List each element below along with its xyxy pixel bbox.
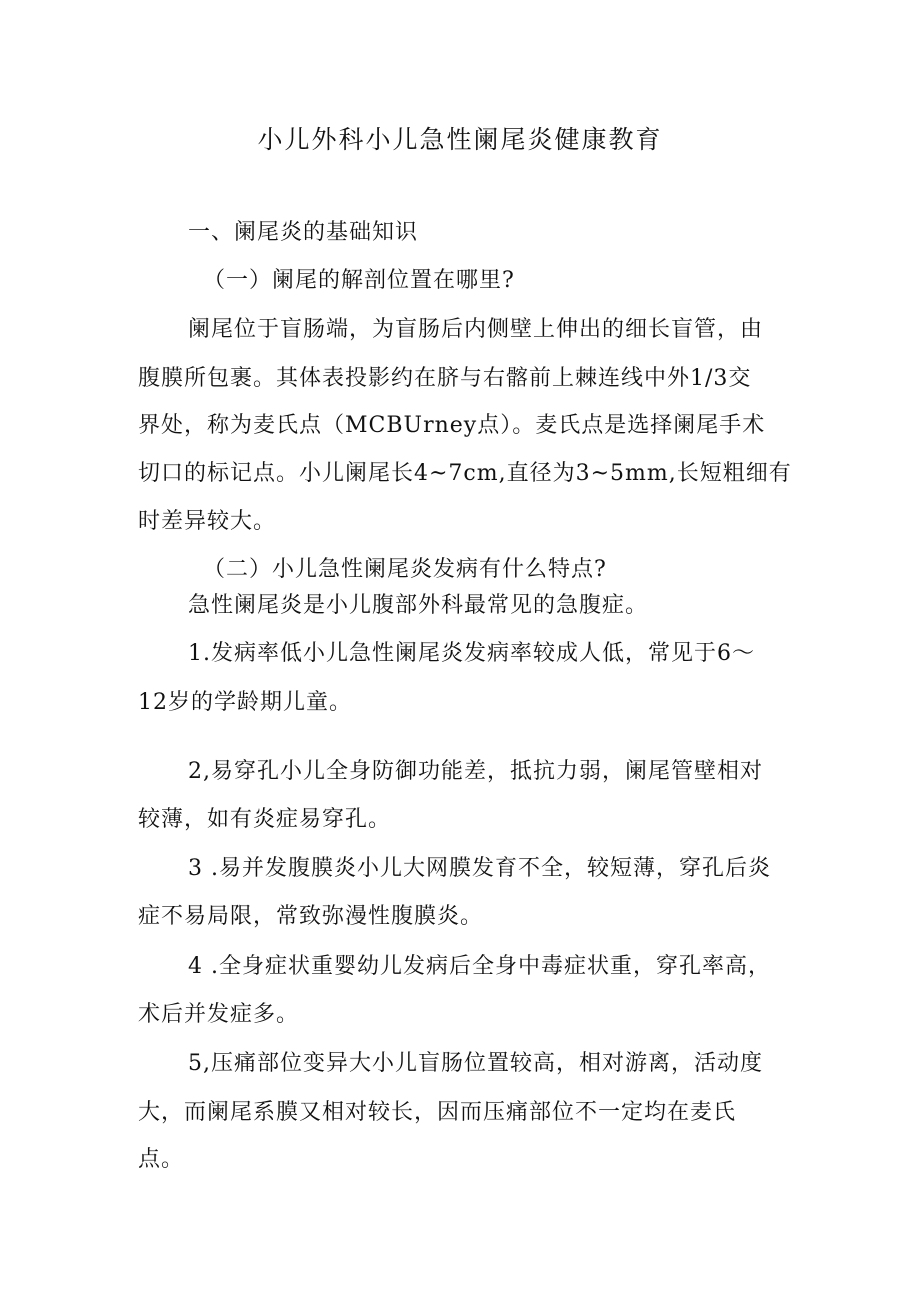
paragraph-line: 界处，称为麦氏点（MCBUrney点）。麦氏点是选择阑尾手术 bbox=[138, 413, 766, 438]
paragraph-line: 腹膜所包裹。其体表投影约在脐与右髂前上棘连线中外1/3交 bbox=[138, 366, 752, 391]
list-item-line: 较薄，如有炎症易穿孔。 bbox=[138, 807, 392, 832]
subsection-heading-features: （二）小儿急性阑尾炎发病有什么特点? bbox=[203, 557, 607, 582]
document-title: 小儿外科小儿急性阑尾炎健康教育 bbox=[257, 125, 663, 154]
paragraph-line: 时差异较大。 bbox=[138, 509, 277, 534]
list-item-line: 2,易穿孔小儿全身防御功能差，抵抗力弱，阑尾管壁相对 bbox=[188, 759, 763, 784]
paragraph-line: 切口的标记点。小儿阑尾长4~7cm,直径为3~5mm,长短粗细有 bbox=[138, 461, 792, 486]
list-item-line: 4 .全身症状重婴幼儿发病后全身中毒症状重，穿孔率高， bbox=[188, 954, 771, 979]
section-heading: 一、阑尾炎的基础知识 bbox=[188, 220, 419, 245]
list-item-line: 术后并发症多。 bbox=[138, 1002, 300, 1027]
list-item-line: 1.发病率低小儿急性阑尾炎发病率较成人低，常见于6～ bbox=[188, 641, 755, 666]
list-item-line: 大，而阑尾系膜又相对较长，因而压痛部位不一定均在麦氏 bbox=[138, 1100, 737, 1125]
paragraph-line: 阑尾位于盲肠端，为盲肠后内侧壁上伸出的细长盲管，由 bbox=[188, 317, 764, 342]
list-item-line: 点。 bbox=[138, 1147, 185, 1172]
list-item-line: 5,压痛部位变异大小儿盲肠位置较高，相对游离，活动度 bbox=[188, 1051, 763, 1076]
list-item-line: 3 .易并发腹膜炎小儿大网膜发育不全，较短薄，穿孔后炎 bbox=[188, 856, 771, 881]
subsection-heading-anatomy: （一）阑尾的解剖位置在哪里? bbox=[203, 268, 515, 293]
features-intro: 急性阑尾炎是小儿腹部外科最常见的急腹症。 bbox=[188, 593, 649, 618]
list-item-line: 12岁的学龄期儿童。 bbox=[138, 690, 352, 715]
list-item-line: 症不易局限，常致弥漫性腹膜炎。 bbox=[138, 904, 484, 929]
